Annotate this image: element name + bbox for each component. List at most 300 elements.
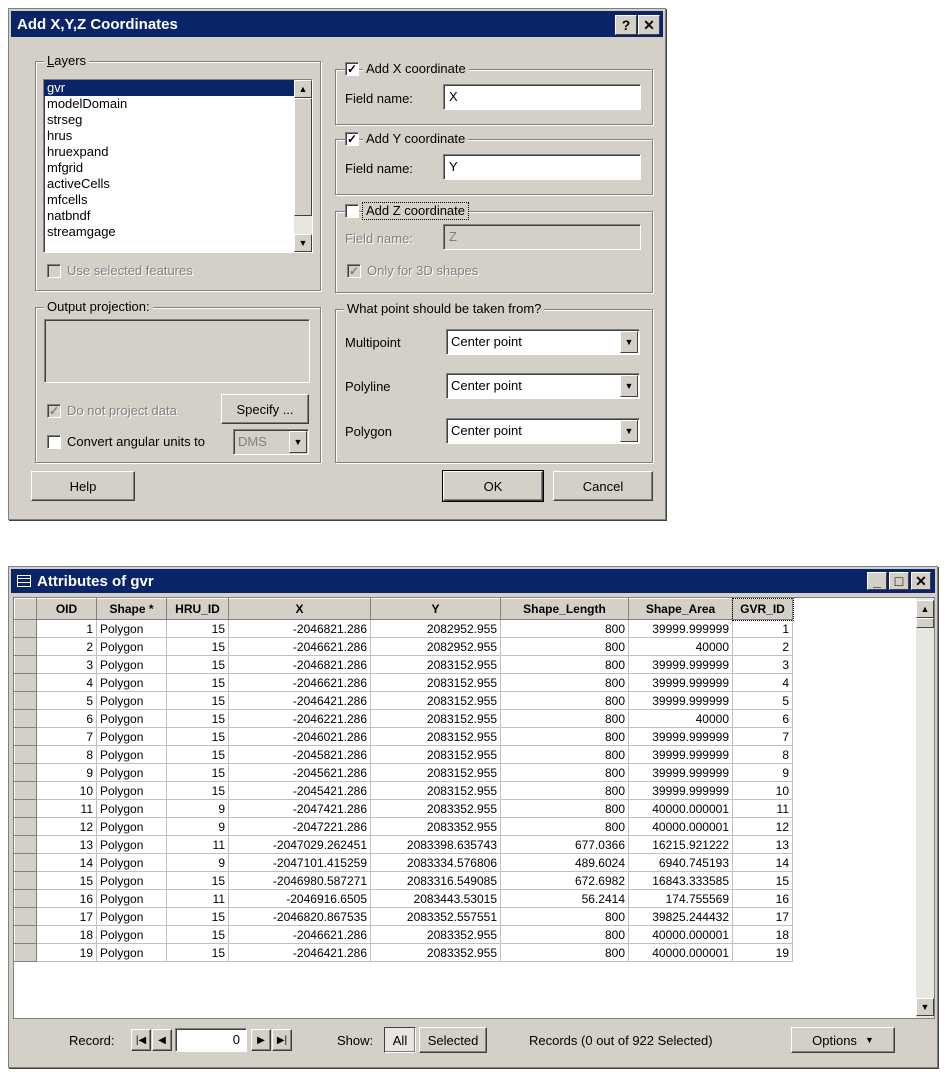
- table-cell[interactable]: 39999.999999: [629, 620, 733, 638]
- table-row[interactable]: [15, 800, 852, 818]
- table-cell[interactable]: 15: [167, 908, 229, 926]
- table-cell[interactable]: 39999.999999: [629, 746, 733, 764]
- table-cell[interactable]: 16: [733, 890, 793, 908]
- table-cell[interactable]: 15: [37, 872, 97, 890]
- layer-item[interactable]: streamgage: [47, 224, 116, 239]
- table-cell[interactable]: Polygon: [97, 638, 167, 656]
- layer-item[interactable]: hrus: [47, 128, 73, 143]
- table-cell[interactable]: -2046221.286: [229, 710, 371, 728]
- table-cell[interactable]: 1: [37, 620, 97, 638]
- table-cell[interactable]: 1: [733, 620, 793, 638]
- header-spacer: [793, 599, 852, 620]
- show-all-button[interactable]: All: [384, 1027, 416, 1053]
- record-number-input[interactable]: [175, 1028, 247, 1052]
- layers-list: [44, 80, 312, 240]
- polygon-value: Center point: [451, 423, 522, 438]
- table-cell[interactable]: Polygon: [97, 908, 167, 926]
- row-selector[interactable]: [15, 818, 37, 836]
- table-cell[interactable]: -2047221.286: [229, 818, 371, 836]
- table-cell[interactable]: 2: [37, 638, 97, 656]
- layer-item[interactable]: mfcells: [47, 192, 88, 207]
- table-row[interactable]: [15, 692, 852, 710]
- row-selector[interactable]: [15, 746, 37, 764]
- close-icon[interactable]: ✕: [638, 15, 660, 35]
- table-cell[interactable]: 39999.999999: [629, 764, 733, 782]
- do-not-project-checkbox[interactable]: ✓: [48, 404, 60, 418]
- table-cell[interactable]: 11: [37, 800, 97, 818]
- table-cell[interactable]: 40000: [629, 638, 733, 656]
- table-cell[interactable]: 15: [167, 782, 229, 800]
- table-row[interactable]: [15, 872, 852, 890]
- prev-record-icon[interactable]: ◀: [152, 1029, 172, 1051]
- table-row[interactable]: [15, 926, 852, 944]
- table-cell[interactable]: -2046980.587271: [229, 872, 371, 890]
- use-selected-checkbox[interactable]: [47, 264, 61, 278]
- row-spacer: [793, 908, 852, 926]
- row-selector[interactable]: [15, 854, 37, 872]
- table-cell[interactable]: 800: [501, 782, 629, 800]
- table-cell[interactable]: 2083352.955: [371, 818, 501, 836]
- chevron-down-icon[interactable]: ▼: [620, 420, 638, 442]
- table-scrollbar[interactable]: [916, 598, 934, 1018]
- add-x-checkbox[interactable]: ✓: [346, 62, 358, 76]
- z-field-name-input[interactable]: Z: [443, 224, 641, 250]
- table-cell[interactable]: 800: [501, 908, 629, 926]
- layer-item[interactable]: activeCells: [47, 176, 110, 191]
- table-cell[interactable]: 39999.999999: [629, 674, 733, 692]
- show-selected-button[interactable]: Selected: [419, 1027, 487, 1053]
- table-cell[interactable]: 15: [167, 710, 229, 728]
- table-cell[interactable]: 9: [733, 764, 793, 782]
- table-cell[interactable]: 2083152.955: [371, 656, 501, 674]
- table-cell[interactable]: 40000.000001: [629, 800, 733, 818]
- table-cell[interactable]: 2083398.635743: [371, 836, 501, 854]
- table-cell[interactable]: 40000.000001: [629, 944, 733, 962]
- table-cell[interactable]: Polygon: [97, 728, 167, 746]
- row-selector[interactable]: [15, 908, 37, 926]
- row-spacer: [793, 620, 852, 638]
- table-cell[interactable]: 40000.000001: [629, 926, 733, 944]
- multipoint-label: Multipoint: [345, 335, 401, 350]
- table-cell[interactable]: 11: [167, 836, 229, 854]
- table-cell[interactable]: 15: [167, 674, 229, 692]
- table-cell[interactable]: 16843.333585: [629, 872, 733, 890]
- table-cell[interactable]: Polygon: [97, 782, 167, 800]
- column-header[interactable]: X: [229, 599, 371, 620]
- record-number-value: 0: [232, 1032, 240, 1047]
- table-row[interactable]: [15, 890, 852, 908]
- row-selector[interactable]: [15, 674, 37, 692]
- table-row[interactable]: [15, 854, 852, 872]
- table-cell[interactable]: 14: [733, 854, 793, 872]
- table-cell[interactable]: 2083152.955: [371, 782, 501, 800]
- chevron-down-icon[interactable]: ▼: [620, 375, 638, 397]
- scroll-up-icon[interactable]: ▲: [916, 600, 934, 618]
- first-record-icon[interactable]: |◀: [131, 1029, 151, 1051]
- layer-item[interactable]: gvr: [44, 80, 312, 96]
- table-icon: [17, 575, 31, 587]
- row-spacer: [793, 764, 852, 782]
- table-cell[interactable]: 800: [501, 746, 629, 764]
- record-label: Record:: [69, 1033, 115, 1048]
- table-cell[interactable]: 10: [733, 782, 793, 800]
- table-row[interactable]: [15, 728, 852, 746]
- add-y-checkbox[interactable]: ✓: [346, 132, 358, 146]
- table-cell[interactable]: 15: [167, 872, 229, 890]
- table-cell[interactable]: Polygon: [97, 746, 167, 764]
- column-header[interactable]: Shape_Length: [501, 599, 629, 620]
- table-cell[interactable]: 800: [501, 674, 629, 692]
- table-cell[interactable]: 800: [501, 926, 629, 944]
- point-from-label: What point should be taken from?: [344, 301, 544, 317]
- polyline-label: Polyline: [345, 379, 391, 394]
- table-cell[interactable]: 2: [733, 638, 793, 656]
- table-cell[interactable]: -2047029.262451: [229, 836, 371, 854]
- table-cell[interactable]: 13: [37, 836, 97, 854]
- row-selector[interactable]: [15, 728, 37, 746]
- row-selector[interactable]: [15, 890, 37, 908]
- row-spacer: [793, 710, 852, 728]
- row-spacer: [793, 692, 852, 710]
- polygon-label: Polygon: [345, 424, 392, 439]
- polygon-select[interactable]: [446, 418, 640, 444]
- table-row[interactable]: [15, 818, 852, 836]
- table-cell[interactable]: Polygon: [97, 674, 167, 692]
- row-selector[interactable]: [15, 836, 37, 854]
- table-cell[interactable]: 6940.745193: [629, 854, 733, 872]
- scroll-down-icon[interactable]: ▼: [294, 234, 312, 252]
- table-row[interactable]: [15, 674, 852, 692]
- table-cell[interactable]: 2083352.955: [371, 926, 501, 944]
- row-selector[interactable]: [15, 692, 37, 710]
- table-cell[interactable]: -2046621.286: [229, 674, 371, 692]
- layer-item[interactable]: strseg: [47, 112, 83, 127]
- column-header[interactable]: HRU_ID: [167, 599, 229, 620]
- table-cell[interactable]: 2083152.955: [371, 728, 501, 746]
- row-selector[interactable]: [15, 944, 37, 962]
- table-cell[interactable]: 2083152.955: [371, 710, 501, 728]
- table-cell[interactable]: 677.0366: [501, 836, 629, 854]
- column-header[interactable]: Y: [371, 599, 501, 620]
- table-row[interactable]: [15, 638, 852, 656]
- row-spacer: [793, 836, 852, 854]
- layer-item[interactable]: natbndf: [47, 208, 91, 223]
- table-cell[interactable]: 16: [37, 890, 97, 908]
- column-header[interactable]: Shape_Area: [629, 599, 733, 620]
- row-spacer: [793, 782, 852, 800]
- minimize-icon[interactable]: _: [867, 572, 887, 590]
- layers-scrollbar[interactable]: [294, 80, 312, 252]
- table-cell[interactable]: 800: [501, 944, 629, 962]
- table-cell[interactable]: 4: [37, 674, 97, 692]
- table-cell[interactable]: -2045821.286: [229, 746, 371, 764]
- table-cell[interactable]: 2083152.955: [371, 746, 501, 764]
- multipoint-select[interactable]: [446, 329, 640, 355]
- table-cell[interactable]: Polygon: [97, 710, 167, 728]
- table-cell[interactable]: 7: [37, 728, 97, 746]
- table-cell[interactable]: 13: [733, 836, 793, 854]
- x-field-name-input[interactable]: X: [443, 84, 641, 110]
- table-cell[interactable]: -2047421.286: [229, 800, 371, 818]
- table-cell[interactable]: 2083352.557551: [371, 908, 501, 926]
- multipoint-value: Center point: [451, 334, 522, 349]
- table-cell[interactable]: 14: [37, 854, 97, 872]
- y-field-name-label: Field name:: [345, 161, 413, 176]
- table-cell[interactable]: 800: [501, 800, 629, 818]
- last-record-icon[interactable]: ▶|: [272, 1029, 292, 1051]
- table-cell[interactable]: 12: [37, 818, 97, 836]
- add-y-label: Add Y coordinate: [363, 131, 468, 147]
- table-cell[interactable]: 15: [167, 944, 229, 962]
- table-cell[interactable]: 800: [501, 692, 629, 710]
- show-label: Show:: [337, 1033, 374, 1048]
- table-cell[interactable]: Polygon: [97, 692, 167, 710]
- table-cell[interactable]: 18: [37, 926, 97, 944]
- table-cell[interactable]: Polygon: [97, 890, 167, 908]
- table-cell[interactable]: -2046821.286: [229, 656, 371, 674]
- do-not-project-label: Do not project data: [67, 403, 177, 418]
- projection-box: [44, 319, 310, 383]
- table-cell[interactable]: 39999.999999: [629, 656, 733, 674]
- ok-button[interactable]: OK: [443, 471, 543, 501]
- scroll-thumb[interactable]: [294, 98, 312, 216]
- y-field-name-input[interactable]: Y: [443, 154, 641, 180]
- table-cell[interactable]: 15: [167, 746, 229, 764]
- table-cell[interactable]: 3: [37, 656, 97, 674]
- next-record-icon[interactable]: ▶: [251, 1029, 271, 1051]
- table-cell[interactable]: 15: [733, 872, 793, 890]
- table-row[interactable]: [15, 764, 852, 782]
- table-cell[interactable]: -2046916.6505: [229, 890, 371, 908]
- table-cell[interactable]: 2083352.955: [371, 944, 501, 962]
- scroll-up-icon[interactable]: ▲: [294, 80, 312, 98]
- table-cell[interactable]: 16215.921222: [629, 836, 733, 854]
- table-cell[interactable]: 8: [733, 746, 793, 764]
- table-cell[interactable]: 39999.999999: [629, 692, 733, 710]
- table-cell[interactable]: 10: [37, 782, 97, 800]
- close-icon[interactable]: ✕: [911, 572, 931, 590]
- specify-button[interactable]: Specify ...: [221, 394, 309, 424]
- maximize-icon[interactable]: □: [889, 572, 909, 590]
- table-cell[interactable]: 2083152.955: [371, 692, 501, 710]
- row-spacer: [793, 746, 852, 764]
- attributes-window: [8, 566, 938, 1068]
- layer-item[interactable]: modelDomain: [47, 96, 128, 111]
- table-cell[interactable]: 800: [501, 620, 629, 638]
- table-cell[interactable]: Polygon: [97, 836, 167, 854]
- table-cell[interactable]: 6: [37, 710, 97, 728]
- use-selected-label: Use selected features: [67, 263, 193, 278]
- help-question-icon[interactable]: ?: [615, 15, 637, 35]
- table-cell[interactable]: 2083352.955: [371, 800, 501, 818]
- row-selector[interactable]: [15, 764, 37, 782]
- chevron-down-icon[interactable]: ▼: [620, 331, 638, 353]
- table-cell[interactable]: 18: [733, 926, 793, 944]
- row-spacer: [793, 728, 852, 746]
- row-spacer: [793, 944, 852, 962]
- column-header[interactable]: OID: [37, 599, 97, 620]
- scroll-thumb[interactable]: [916, 618, 934, 628]
- table-cell[interactable]: 800: [501, 728, 629, 746]
- table-cell[interactable]: 2083152.955: [371, 674, 501, 692]
- help-button[interactable]: Help: [31, 471, 135, 501]
- table-cell[interactable]: 39825.244432: [629, 908, 733, 926]
- table-cell[interactable]: 800: [501, 818, 629, 836]
- table-cell[interactable]: 2083316.549085: [371, 872, 501, 890]
- table-cell[interactable]: 489.6024: [501, 854, 629, 872]
- attributes-titlebar[interactable]: [11, 569, 935, 593]
- row-selector[interactable]: [15, 710, 37, 728]
- table-cell[interactable]: 4: [733, 674, 793, 692]
- table-cell[interactable]: 174.755569: [629, 890, 733, 908]
- polyline-value: Center point: [451, 378, 522, 393]
- table-cell[interactable]: 9: [167, 800, 229, 818]
- table-cell[interactable]: 15: [167, 638, 229, 656]
- cancel-button[interactable]: Cancel: [553, 471, 653, 501]
- dialog-title: Add X,Y,Z Coordinates: [17, 15, 178, 33]
- layer-item[interactable]: hruexpand: [47, 144, 109, 159]
- table-row[interactable]: [15, 908, 852, 926]
- row-selector[interactable]: [15, 656, 37, 674]
- table-cell[interactable]: 800: [501, 764, 629, 782]
- table-cell[interactable]: -2046021.286: [229, 728, 371, 746]
- table-cell[interactable]: 672.6982: [501, 872, 629, 890]
- table-cell[interactable]: 2082952.955: [371, 638, 501, 656]
- table-cell[interactable]: 56.2414: [501, 890, 629, 908]
- table-cell[interactable]: 5: [733, 692, 793, 710]
- table-cell[interactable]: Polygon: [97, 944, 167, 962]
- table-cell[interactable]: 11: [733, 800, 793, 818]
- table-cell[interactable]: 17: [37, 908, 97, 926]
- table-cell[interactable]: 9: [167, 818, 229, 836]
- add-z-checkbox[interactable]: [345, 204, 359, 218]
- table-cell[interactable]: -2046621.286: [229, 926, 371, 944]
- table-cell[interactable]: 39999.999999: [629, 782, 733, 800]
- row-selector[interactable]: [15, 638, 37, 656]
- table-cell[interactable]: Polygon: [97, 854, 167, 872]
- table-cell[interactable]: Polygon: [97, 818, 167, 836]
- column-header[interactable]: GVR_ID: [733, 599, 793, 620]
- table-cell[interactable]: -2045621.286: [229, 764, 371, 782]
- table-cell[interactable]: Polygon: [97, 872, 167, 890]
- add-z-label: Add Z coordinate: [363, 203, 468, 219]
- angular-unit-select[interactable]: [233, 429, 309, 455]
- x-field-name-label: Field name:: [345, 91, 413, 106]
- row-selector[interactable]: [15, 800, 37, 818]
- table-cell[interactable]: 2083334.576806: [371, 854, 501, 872]
- table-cell[interactable]: 7: [733, 728, 793, 746]
- table-cell[interactable]: 19: [37, 944, 97, 962]
- table-row[interactable]: [15, 656, 852, 674]
- table-cell[interactable]: 19: [733, 944, 793, 962]
- add-x-label: Add X coordinate: [363, 61, 469, 77]
- table-cell[interactable]: 40000: [629, 710, 733, 728]
- only-3d-label: Only for 3D shapes: [367, 263, 479, 278]
- table-row[interactable]: [15, 746, 852, 764]
- table-cell[interactable]: -2046421.286: [229, 944, 371, 962]
- attribute-table: [14, 598, 852, 962]
- table-cell[interactable]: 800: [501, 638, 629, 656]
- add-xyz-dialog: [8, 8, 666, 520]
- row-selector[interactable]: [15, 782, 37, 800]
- table-cell[interactable]: 15: [167, 764, 229, 782]
- chevron-down-icon[interactable]: ▼: [289, 431, 307, 453]
- table-cell[interactable]: 9: [37, 764, 97, 782]
- table-cell[interactable]: -2046821.286: [229, 620, 371, 638]
- row-spacer: [793, 926, 852, 944]
- column-header[interactable]: Shape *: [97, 599, 167, 620]
- table-cell[interactable]: 8: [37, 746, 97, 764]
- table-cell[interactable]: 15: [167, 620, 229, 638]
- table-cell[interactable]: 3: [733, 656, 793, 674]
- table-row[interactable]: [15, 782, 852, 800]
- table-row[interactable]: [15, 620, 852, 638]
- table-cell[interactable]: 2082952.955: [371, 620, 501, 638]
- table-row[interactable]: [15, 944, 852, 962]
- table-row[interactable]: [15, 836, 852, 854]
- layers-listbox[interactable]: [43, 79, 313, 253]
- angular-unit-value: DMS: [238, 434, 267, 449]
- table-cell[interactable]: 11: [167, 890, 229, 908]
- table-cell[interactable]: Polygon: [97, 926, 167, 944]
- table-cell[interactable]: 5: [37, 692, 97, 710]
- row-selector[interactable]: [15, 926, 37, 944]
- z-field-name-label: Field name:: [345, 231, 413, 246]
- table-cell[interactable]: 15: [167, 656, 229, 674]
- table-cell[interactable]: 6: [733, 710, 793, 728]
- table-cell[interactable]: 15: [167, 926, 229, 944]
- dialog-titlebar[interactable]: [11, 11, 663, 37]
- scroll-down-icon[interactable]: ▼: [916, 998, 934, 1016]
- table-cell[interactable]: 40000.000001: [629, 818, 733, 836]
- table-cell[interactable]: 15: [167, 692, 229, 710]
- table-row[interactable]: [15, 710, 852, 728]
- row-spacer: [793, 854, 852, 872]
- row-selector[interactable]: [15, 620, 37, 638]
- row-selector-header[interactable]: [15, 599, 37, 620]
- table-cell[interactable]: Polygon: [97, 656, 167, 674]
- table-cell[interactable]: -2046621.286: [229, 638, 371, 656]
- table-cell[interactable]: -2046421.286: [229, 692, 371, 710]
- only-3d-checkbox[interactable]: ✓: [348, 264, 360, 278]
- convert-angular-label: Convert angular units to: [67, 434, 206, 449]
- options-label: Options: [812, 1032, 857, 1048]
- table-cell[interactable]: -2046820.867535: [229, 908, 371, 926]
- table-cell[interactable]: Polygon: [97, 800, 167, 818]
- table-cell[interactable]: 15: [167, 728, 229, 746]
- layer-item[interactable]: mfgrid: [47, 160, 84, 175]
- attributes-title: Attributes of gvr: [37, 572, 154, 590]
- table-cell[interactable]: Polygon: [97, 620, 167, 638]
- table-cell[interactable]: 12: [733, 818, 793, 836]
- grid-area: [13, 597, 935, 1019]
- table-cell[interactable]: 39999.999999: [629, 728, 733, 746]
- table-cell[interactable]: 2083152.955: [371, 764, 501, 782]
- polyline-select[interactable]: [446, 373, 640, 399]
- records-status: Records (0 out of 922 Selected): [529, 1033, 713, 1048]
- table-cell[interactable]: 2083443.53015: [371, 890, 501, 908]
- table-cell[interactable]: Polygon: [97, 764, 167, 782]
- table-cell[interactable]: -2047101.415259: [229, 854, 371, 872]
- options-button[interactable]: [791, 1027, 895, 1053]
- table-cell[interactable]: 800: [501, 710, 629, 728]
- table-cell[interactable]: 17: [733, 908, 793, 926]
- table-cell[interactable]: 800: [501, 656, 629, 674]
- table-cell[interactable]: -2045421.286: [229, 782, 371, 800]
- convert-angular-checkbox[interactable]: [47, 435, 61, 449]
- table-cell[interactable]: 9: [167, 854, 229, 872]
- row-selector[interactable]: [15, 872, 37, 890]
